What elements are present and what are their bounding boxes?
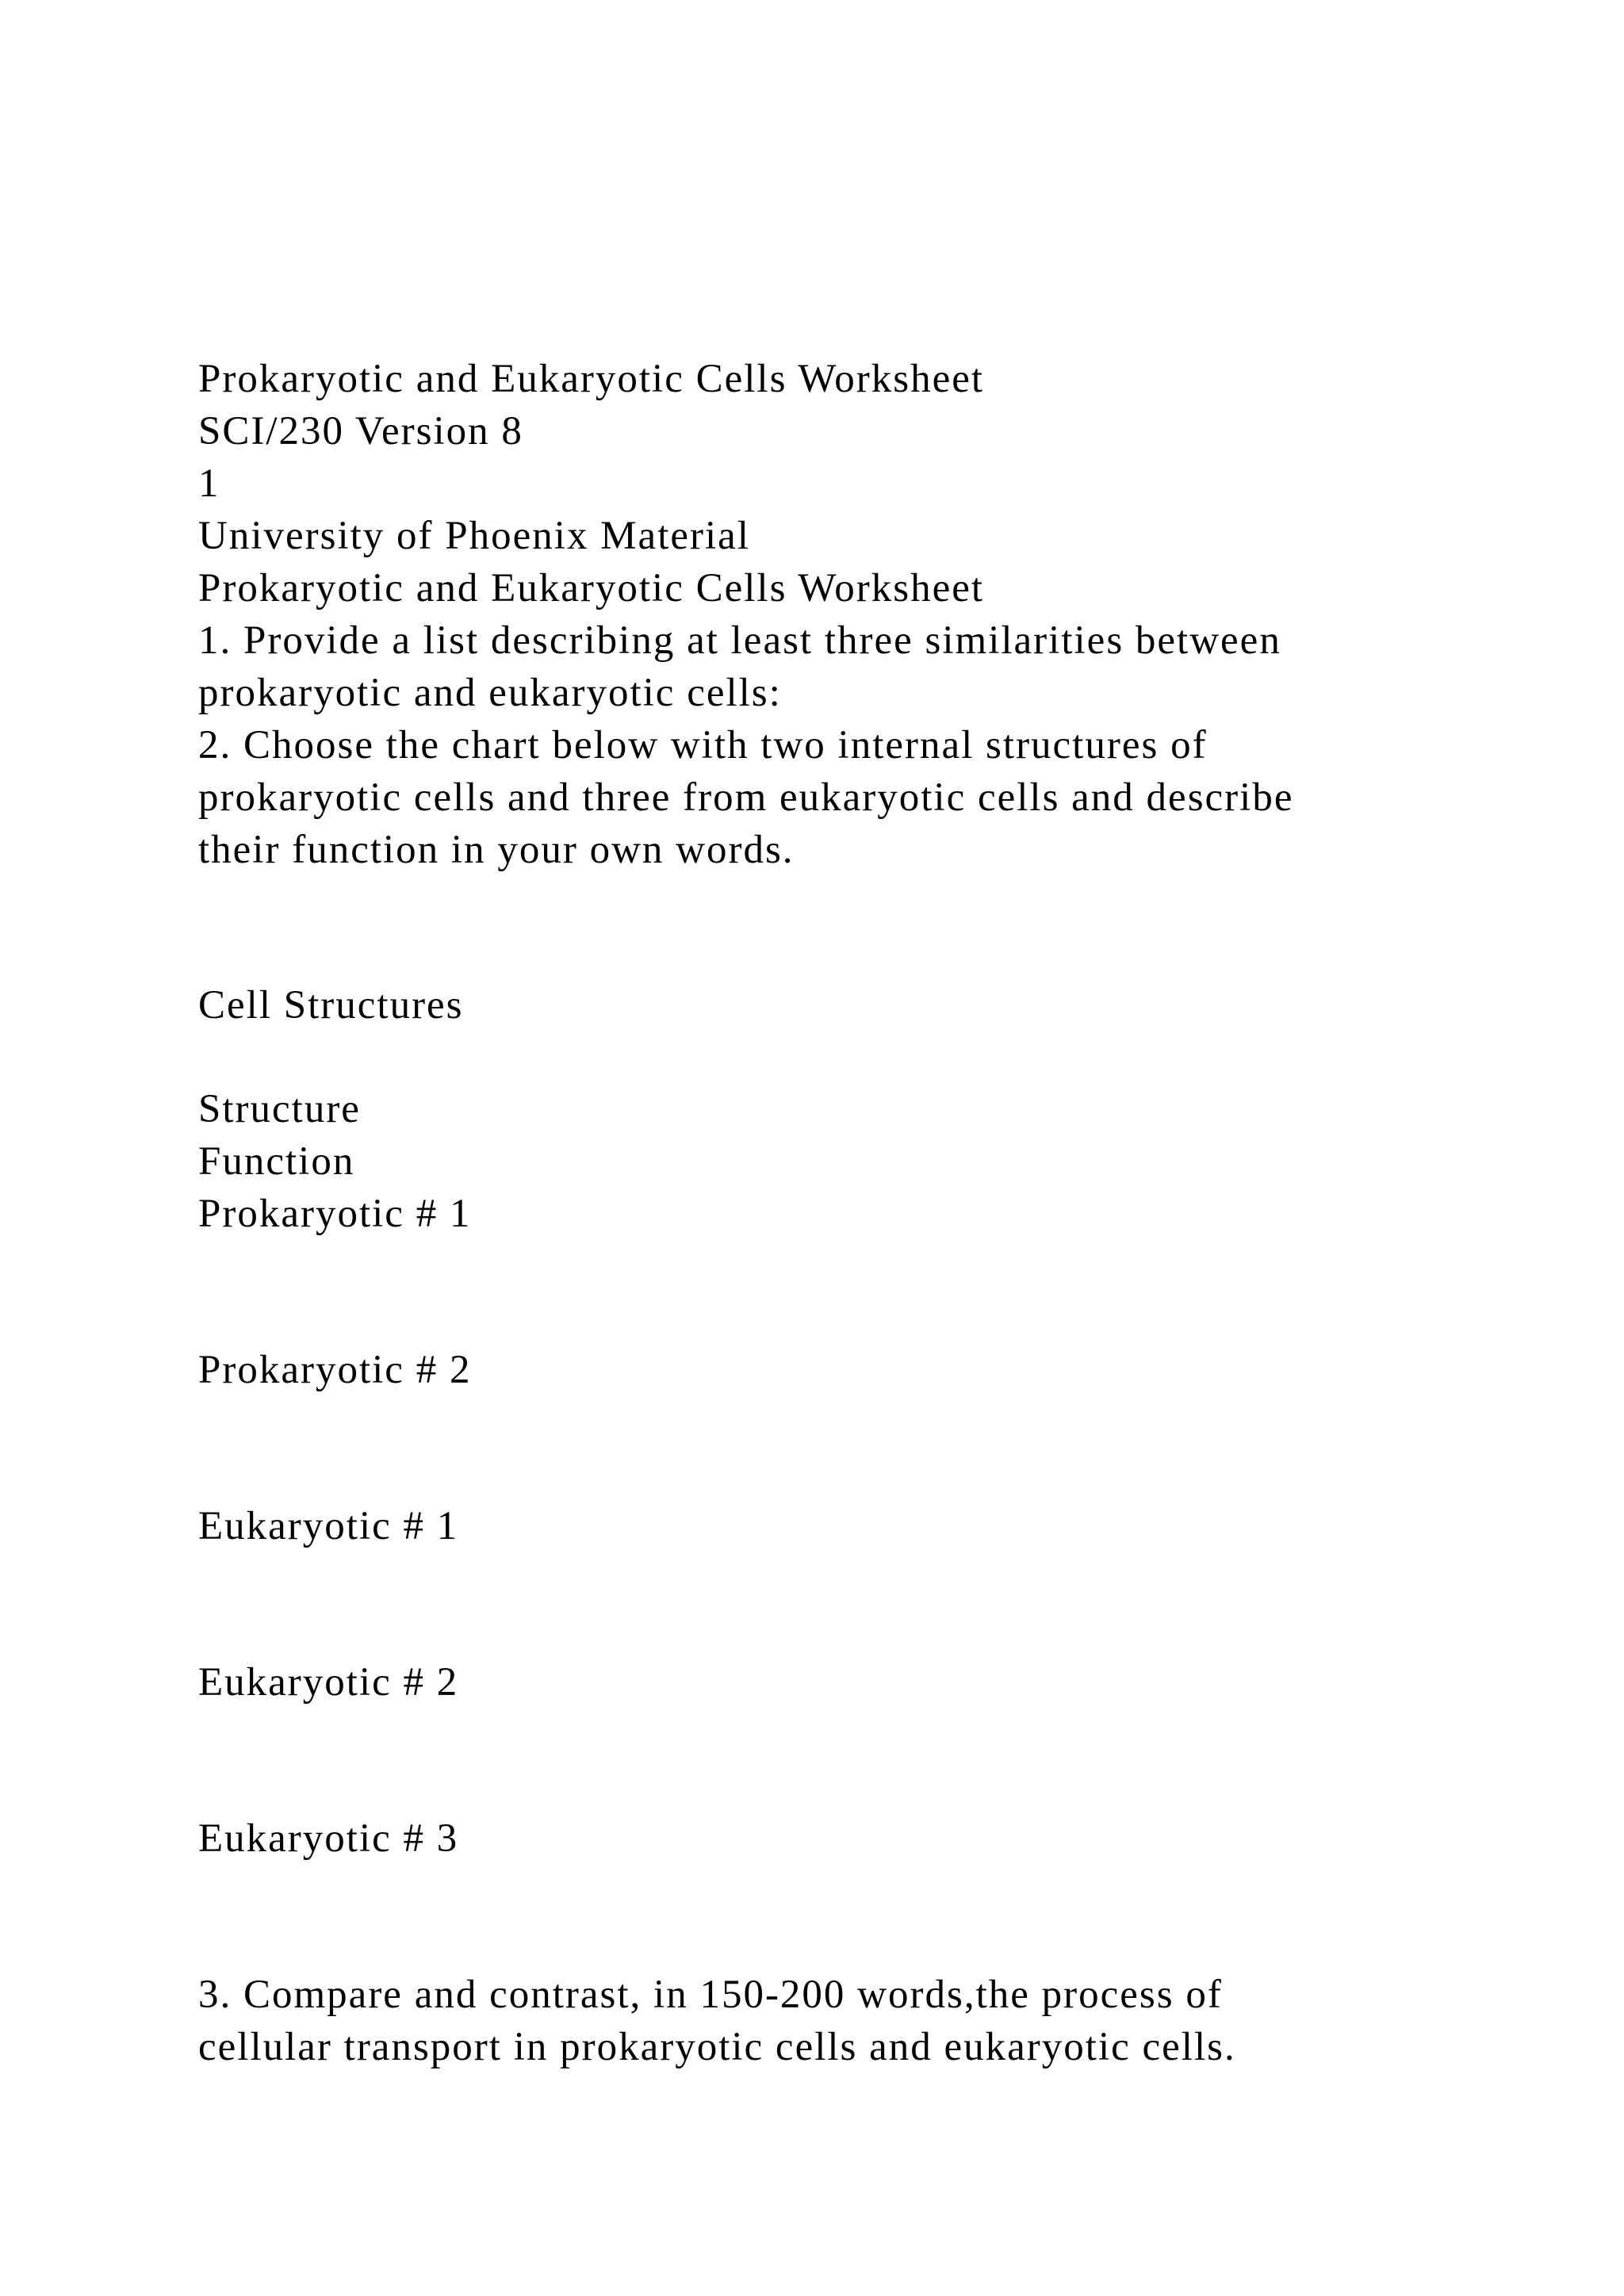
table-header-structure: Structure xyxy=(198,1087,361,1131)
table-row-label: Eukaryotic # 1 xyxy=(198,1504,459,1548)
question-1-line-2: prokaryotic and eukaryotic cells: xyxy=(198,671,782,715)
question-3-line-1: 3. Compare and contrast, in 150-200 words,the process of xyxy=(198,1973,1223,2017)
question-3-line-2: cellular transport in prokaryotic cells and eukaryotic cells. xyxy=(198,2025,1236,2069)
table-caption: Cell Structures xyxy=(198,983,464,1027)
question-2-line-3: their function in your own words. xyxy=(198,828,795,872)
source-label: University of Phoenix Material xyxy=(198,514,750,558)
table-row-label: Eukaryotic # 3 xyxy=(198,1816,459,1861)
table-row-label: Prokaryotic # 1 xyxy=(198,1192,472,1236)
question-2-line-1: 2. Choose the chart below with two internal structures of xyxy=(198,723,1208,767)
question-1-line-1: 1. Provide a list describing at least three similarities between xyxy=(198,618,1281,663)
worksheet-title: Prokaryotic and Eukaryotic Cells Worksheet xyxy=(198,566,985,610)
table-header-function: Function xyxy=(198,1139,355,1184)
table-row-label: Prokaryotic # 2 xyxy=(198,1348,472,1392)
page-number: 1 xyxy=(198,461,220,506)
question-2-line-2: prokaryotic cells and three from eukaryotic cells and describe xyxy=(198,775,1294,820)
course-version: SCI/230 Version 8 xyxy=(198,409,523,453)
document-title: Prokaryotic and Eukaryotic Cells Worksheet xyxy=(198,357,985,401)
table-row-label: Eukaryotic # 2 xyxy=(198,1660,459,1705)
